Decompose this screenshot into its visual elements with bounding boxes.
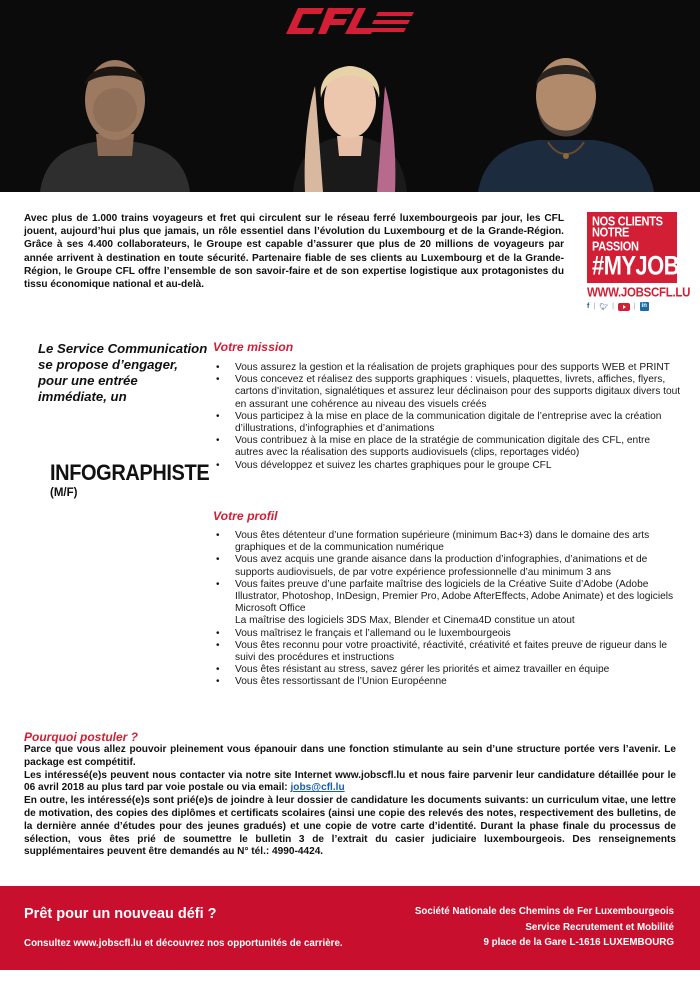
why-apply-heading: Pourquoi postuler ?	[24, 730, 138, 744]
job-title: INFOGRAPHISTE	[50, 461, 210, 486]
list-item: • Vous êtes détenteur d’une formation supérieure (minimum Bac+3) dans le domaine des arts graphiques et de la communication numérique	[213, 530, 681, 554]
myjob-badge	[587, 212, 691, 311]
separator: |	[593, 303, 596, 310]
hero-photo-banner	[0, 0, 700, 192]
mission-heading: Votre mission	[213, 340, 294, 354]
facebook-icon[interactable]: f	[587, 303, 590, 310]
cfl-logo	[278, 4, 420, 38]
badge-line-2: NOTRE PASSION	[592, 226, 639, 254]
email-link[interactable]: jobs@cfl.lu	[290, 782, 345, 794]
employee-portrait-3	[478, 46, 654, 192]
list-item: • Vous maîtrisez le français et l’allemand ou le luxembourgeois	[213, 628, 681, 640]
list-item: • Vous assurez la gestion et la réalisation de projets graphiques pour des supports WEB et PRINT	[213, 362, 681, 374]
employee-portrait-1	[40, 38, 190, 192]
twitter-icon[interactable]: 🐦︎	[599, 303, 609, 311]
footer-banner	[0, 886, 700, 970]
application-instructions: Les intéressé(e)s peuvent nous contacter via notre site Internet www.jobscfl.lu et nous faire parvenir leur candidature détaillée pour le 06 avril 2018 au plus tard par voie postale ou via email:	[24, 769, 676, 794]
jobs-website-link[interactable]: WWW.JOBSCFL.LU	[587, 286, 691, 300]
separator: |	[633, 303, 636, 310]
list-item-text: Vous faites preuve d’une parfaite maîtrise des logiciels de la Créative Suite d’Adobe (Adobe Illustrator, Photoshop, InDesign, Premier Pro, Adobe AfterEffects, Adobe Animate) et des logiciels Microsoft Office	[235, 578, 674, 615]
employee-portrait-2	[275, 46, 425, 192]
list-item: • Vous développez et suivez les chartes graphiques pour le groupe CFL	[213, 460, 681, 472]
department-name: Service Recrutement et Mobilité	[525, 921, 674, 933]
profile-list	[213, 530, 681, 689]
why-paragraph-3: En outre, les intéressé(e)s sont prié(e)s de joindre à leur dossier de candidature les documents suivants: un curriculum vitae, une lettre de motivation, des copies des diplômes et certificats scolaires (ainsi une copie des relevés des notes, respectivement des bulletins, de la dernière année d’études pour des jeunes gradués) et une copie de votre carte d’identité. Durant la phase finale du processus de sélection, vous êtes prié de soumettre le bulletin 3 de l’extrait du casier judiciaire luxembourgeois. Des renseignements supplémentaires peuvent être demandés au N° tél.: 4990-4424.	[24, 795, 676, 858]
list-item: • Vous concevez et réalisez des supports graphiques : visuels, plaquettes, livrets, affiches, flyers, cartons d’invitation, signalétiques et assurez leur déclinaison pour des supports digitaux divers tout en assurant une cohérence au niveau des visuels créés	[213, 374, 681, 411]
why-paragraph-2	[24, 770, 676, 796]
badge-line-1: NOS CLIENTS	[592, 215, 663, 229]
organization-name: Société Nationale des Chemins de Fer Luxembourgeois	[414, 906, 674, 917]
job-gender-note: (M/F)	[50, 487, 78, 499]
list-item: • Vous êtes ressortissant de l’Union Européenne	[213, 676, 681, 688]
list-item: • Vous êtes reconnu pour votre proactivité, réactivité, créativité et faites preuve de rigueur dans le suivi des procédures et instructions	[213, 640, 681, 664]
youtube-icon[interactable]	[618, 303, 630, 311]
footer-cta: Consultez www.jobscfl.lu et découvrez nos opportunités de carrière.	[24, 938, 343, 949]
why-apply-body	[24, 744, 676, 859]
postal-address: 9 place de la Gare L-1616 LUXEMBOURG	[483, 937, 674, 948]
badge-hashtag: #MYJOB	[592, 250, 679, 281]
list-item-extra: La maîtrise des logiciels 3DS Max, Blender et Cinema4D constitue un atout	[235, 615, 575, 627]
linkedin-icon[interactable]: in	[641, 303, 647, 309]
profile-heading: Votre profil	[213, 509, 278, 523]
footer-address-block	[415, 904, 674, 951]
mission-list	[213, 362, 681, 472]
social-links	[587, 302, 677, 311]
company-intro: Avec plus de 1.000 trains voyageurs et fret qui circulent sur le réseau ferré luxembourgeois par jour, les CFL jouent, aujourd’hui plus que jamais, un rôle essentiel dans l’évolution du Luxembourg et de la Grande-Région. Grâce à ses 4.400 collaborateurs, le Groupe est capable d’assurer que plus de 20 millions de voyageurs par année arrivent à destination en toute sécurité. Partenaire fiable de ses clients au Luxembourg et de la Grande-Région, le Groupe CFL offre l’ensemble de son savoir-faire et de son expertise logistique aux protagonistes du tissu économique national et au-delà.	[24, 213, 564, 291]
footer-headline: Prêt pour un nouveau défi ?	[24, 906, 217, 922]
list-item: • Vous êtes résistant au stress, savez gérer les priorités et aimez travailler en équipe	[213, 664, 681, 676]
myjob-banner	[587, 212, 677, 283]
separator: |	[612, 303, 614, 310]
list-item: • Vous avez acquis une grande aisance dans la production d’infographies, d’animations et de supports audiovisuels, de par votre expérience professionnelle d’au minimum 3 ans	[213, 554, 681, 578]
list-item: • Vous participez à la mise en place de la communication digitale de l’entreprise avec la création d’illustrations, d’infographies et d’animations	[213, 411, 681, 435]
why-paragraph-1: Parce que vous allez pouvoir pleinement vous épanouir dans une fonction stimulante au sein d’une structure portée vers l’avenir. Le package est compétitif.	[24, 744, 676, 768]
list-item: • Vous contribuez à la mise en place de la stratégie de communication digitale des CFL, entre autres avec la réalisation des supports audiovisuels (clips, reportages vidéo)	[213, 435, 681, 459]
service-statement: Le Service Communication se propose d’engager, pour une entrée immédiate, un	[38, 341, 208, 404]
list-item	[213, 579, 681, 628]
